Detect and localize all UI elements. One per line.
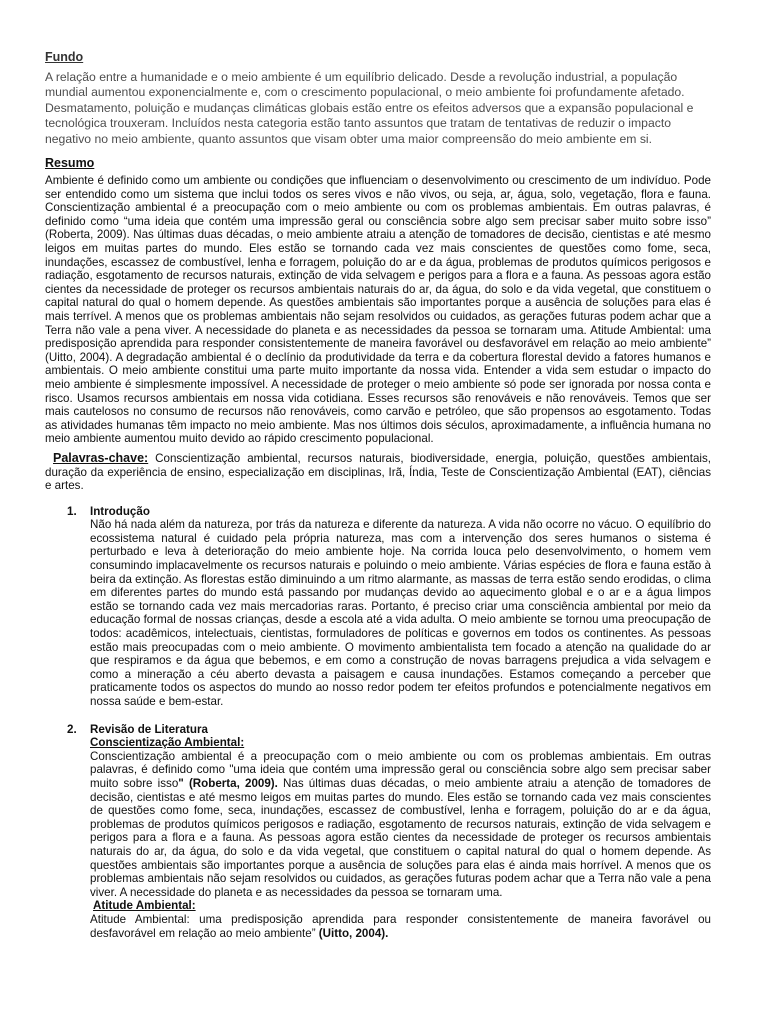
subsection-heading-attitude: Atitude Ambiental: bbox=[93, 899, 196, 913]
attitude-text: Atitude Ambiental: uma predisposição aprendida para responder consistentemente de maneira favorável ou desfavorável em relação ao meio ambiente” bbox=[90, 912, 711, 940]
resumo-heading: Resumo bbox=[45, 156, 95, 171]
keywords-text: Conscientização ambiental, recursos naturais, biodiversidade, energia, poluição, questões ambientais, duração da experiência de ensino, especialização em disciplinas, Irã, Índia, Teste de Conscientização Ambiental (EAT), ciências e artes. bbox=[45, 451, 711, 493]
attitude-paragraph bbox=[90, 913, 711, 940]
introduction-paragraph: Não há nada além da natureza, por trás da natureza e diferente da natureza. A vida não ocorre no vácuo. O equilíbrio do ecossistema natural é cuidado pela própria natureza, mas com a intervenção dos seres humanos o sistema é perturbado e leva à deterioração do meio ambiente hoje. Na corrida louca pelo desenvolvimento, o homem vem consumindo implacavelmente os recursos naturais e poluindo o meio ambiente. Várias espécies de flora e fauna estão à beira da extinção. As florestas estão diminuindo a um ritmo alarmante, as massas de terra estão sendo erodidas, o clima em diferentes partes do mundo está passando por mudanças devido ao aquecimento global e o ar e a água limpos estão se tornando cada vez mais mercadorias raras. Portanto, é preciso criar uma consciência ambiental por meio da educação formal de nossas crianças, desde a escola até a vida adulta. O meio ambiente se tornou uma preocupação de todos: acadêmicos, intelectuais, cientistas, formuladores de políticas e governos em todos os continentes. As pessoas estão mais preocupadas com o meio ambiente. O movimento ambientalista tem focado a atenção na qualidade do ar que respiramos e da água que bebemos, e em como a construção de novas barragens prejudica a vida selvagem e como a mineração a céu aberto devasta a paisagem e causa inundações. Estamos começando a perceber que praticamente todos os aspectos do mundo ao nosso redor podem ter efeitos profundos e potencialmente negativos em nossa saúde e bem-estar. bbox=[90, 518, 711, 708]
section-number: 1. bbox=[67, 504, 77, 518]
section-literature-review bbox=[45, 723, 711, 941]
awareness-citation: " (Roberta, 2009). bbox=[178, 776, 278, 790]
awareness-text-b: Nas últimas duas décadas, o meio ambiente atraiu a atenção de tomadores de decisão, cientistas e até mesmo leigos em muitas partes do mundo. Eles estão se tornando cada vez mais conscientes de questões como fome, seca, inundações, escassez de combustível, lenha e forragem, poluição do ar e da água, problemas de produtos químicos perigosos e radiação, esgotamento de recursos naturais, extinção de vida selvagem e perigos para a flora e a fauna. As pessoas agora estão cientes da necessidade de proteger os recursos ambientais naturais do ar, da água, do solo e da vida vegetal, que constituem o capital natural do qual o homem depende. As questões ambientais são importantes porque a ausência de soluções para elas é ainda mais horrível. A menos que os problemas ambientais não sejam resolvidos ou cuidados, as gerações futuras podem achar que a Terra não vale a pena viver. A necessidade do planeta e as necessidades da pessoa se tornaram uma. bbox=[90, 776, 711, 899]
keywords-label: Palavras-chave: bbox=[53, 450, 149, 465]
attitude-citation: (Uitto, 2004). bbox=[318, 926, 389, 940]
fundo-paragraph: A relação entre a humanidade e o meio ambiente é um equilíbrio delicado. Desde a revolução industrial, a população mundial aumentou exponencialmente e, com o crescimento populacional, o meio ambiente foi profundamente afetado. Desmatamento, poluição e mudanças climáticas globais estão entre os efeitos adversos que a expansão populacional e tecnológica trouxeram. Incluídos nesta categoria estão tanto assuntos que tratam de tentativas de reduzir o impacto negativo no meio ambiente, quanto assuntos que visam obter uma maior compreensão do meio ambiente em si. bbox=[45, 70, 694, 146]
keywords-paragraph bbox=[45, 452, 711, 493]
fundo-heading: Fundo bbox=[45, 50, 84, 64]
subsection-heading-awareness: Conscientização Ambiental: bbox=[90, 736, 245, 750]
section-title: Introdução bbox=[90, 504, 150, 518]
resumo-paragraph: Ambiente é definido como um ambiente ou condições que influenciam o desenvolvimento ou crescimento de um indivíduo. Pode ser entendido como um sistema que inclui todos os seres vivos e não vivos, ou seja, ar, água, solo, vegetação, flora e fauna. Conscientização ambiental é a preocupação com o meio ambiente ou com os problemas ambientais. Em outras palavras, é definido como “uma ideia que contém uma impressão geral ou consciência sobre algo sem precisar saber muito sobre isso” (Roberta, 2009). Nas últimas duas décadas, o meio ambiente atraiu a atenção de tomadores de decisão, cientistas e até mesmo leigos em muitas partes do mundo. Eles estão se tornando cada vez mais conscientes de questões como fome, seca, inundações, escassez de combustível, lenha e forragem, poluição do ar e da água, problemas de produtos químicos perigosos e radiação, esgotamento de recursos naturais, extinção de vida selvagem e perigos para a flora e a fauna. As pessoas agora estão cientes da necessidade de proteger os recursos ambientais naturais do ar, da água, do solo e da vida vegetal, que constituem o capital natural do qual o homem depende. As questões ambientais são importantes porque a ausência de soluções para elas é mais terrível. A menos que os problemas ambientais não sejam resolvidos ou cuidados, as gerações futuras podem achar que a Terra não vale a pena viver. A necessidade do planeta e as necessidades da pessoa se tornaram uma. Atitude Ambiental: uma predisposição aprendida para responder consistentemente de maneira favorável ou desfavorável em relação ao meio ambiente” (Uitto, 2004). A degradação ambiental é o declínio da produtividade da terra e da cobertura florestal devido a fatores humanos e ambientais. O meio ambiente constitui uma parte muito importante da nossa vida. Entender a vida sem estudar o impacto do meio ambiente é simplesmente impossível. A necessidade de proteger o meio ambiente só pode ser ignorada por nossa conta e risco. Usamos recursos ambientais em nossa vida cotidiana. Esses recursos são renováveis e não renováveis. Temos que ser mais cautelosos no consumo de recursos não renováveis, como carvão e petróleo, que são propensos ao esgotamento. Todas as atividades humanas têm impacto no meio ambiente. Mas nos últimos dois séculos, aproximadamente, a influência humana no meio ambiente aumentou muito devido ao rápido crescimento populacional. bbox=[45, 174, 711, 446]
awareness-paragraph bbox=[90, 750, 711, 900]
awareness-text-a: Conscientização ambiental é a preocupação com o meio ambiente ou com os problemas ambientais. Em outras palavras, é definido como "uma ideia que contém uma impressão geral ou consciência sobre algo sem precisar saber muito sobre isso bbox=[90, 749, 711, 790]
section-title: Revisão de Literatura bbox=[90, 722, 208, 736]
section-introduction bbox=[45, 505, 711, 709]
section-number: 2. bbox=[67, 722, 77, 736]
